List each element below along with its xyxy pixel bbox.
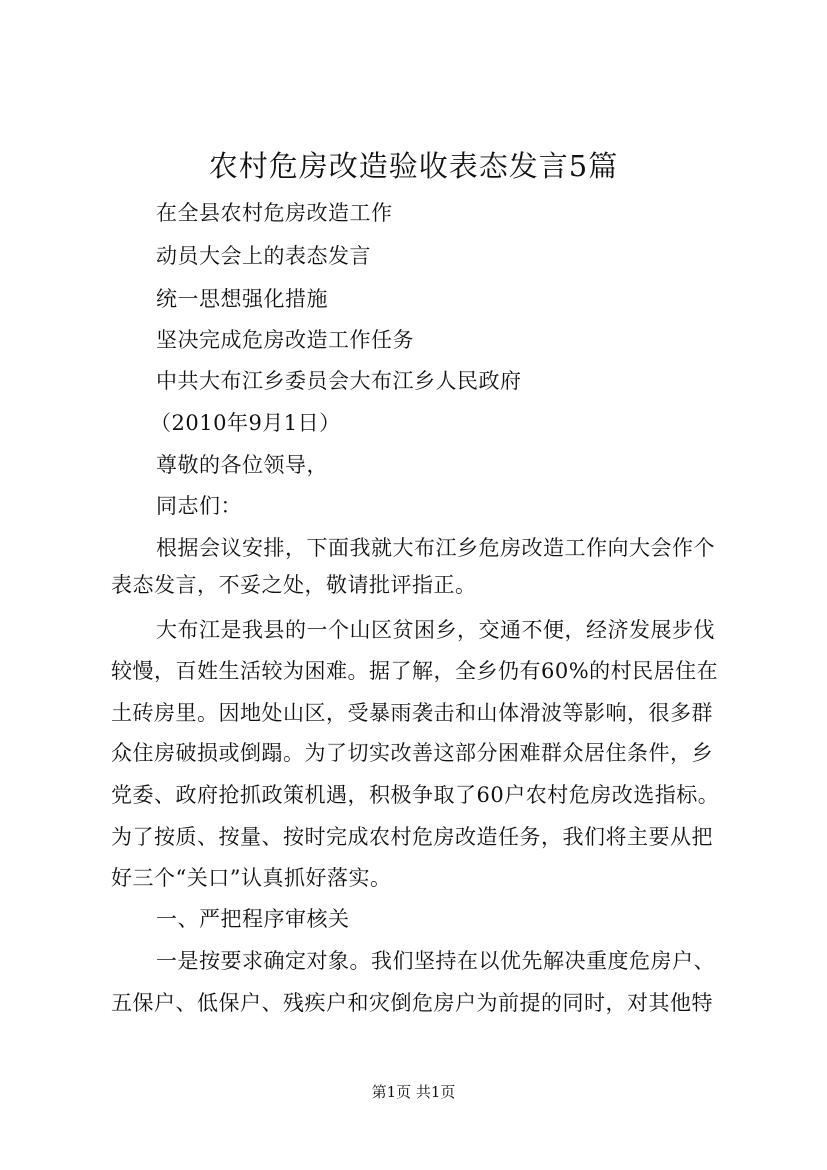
document-title: 农村危房改造验收表态发言5篇: [208, 149, 619, 183]
body-line: 坚决完成危房改造工作任务: [156, 328, 414, 352]
body-line: 表态发言，不妥之处，敬请批评指正。: [111, 573, 477, 597]
salutation-line: 尊敬的各位领导，: [156, 453, 328, 477]
body-line: 为了按质、按量、按时完成农村危房改造任务，我们将主要从把: [111, 825, 713, 849]
date-line: （2010年9月1日）: [150, 411, 341, 435]
body-line: 在全县农村危房改造工作: [156, 201, 393, 225]
body-line: 大布江是我县的一个山区贫困乡，交通不便，经济发展步伐: [156, 618, 715, 642]
body-line: 根据会议安排，下面我就大布江乡危房改造工作向大会作个: [156, 536, 715, 560]
body-line: 统一思想强化措施: [156, 287, 328, 311]
body-line: 中共大布江乡委员会大布江乡人民政府: [156, 369, 522, 393]
section-heading: 一、严把程序审核关: [156, 907, 350, 931]
body-line: 土砖房里。因地处山区，受暴雨袭击和山体滑波等影响，很多群: [111, 701, 713, 725]
body-line: 一是按要求确定对象。我们坚持在以优先解决重度危房户、: [156, 949, 715, 973]
body-line: 五保户、低保户、残疾户和灾倒危房户为前提的同时，对其他特: [111, 991, 713, 1015]
body-line: 党委、政府抢抓政策机遇，积极争取了60户农村危房改选指标。: [111, 783, 720, 807]
body-line: 较慢，百姓生活较为困难。据了解，全乡仍有60%的村民居住在: [111, 659, 719, 683]
body-line: 众住房破损或倒蹋。为了切实改善这部分困难群众居住条件，乡: [111, 741, 713, 765]
body-line: 动员大会上的表态发言: [156, 244, 371, 268]
salutation-line: 同志们：: [156, 494, 242, 518]
body-line: 好三个“关口”认真抓好落实。: [111, 866, 392, 890]
page-footer: 第1页 共1页: [371, 1083, 456, 1101]
